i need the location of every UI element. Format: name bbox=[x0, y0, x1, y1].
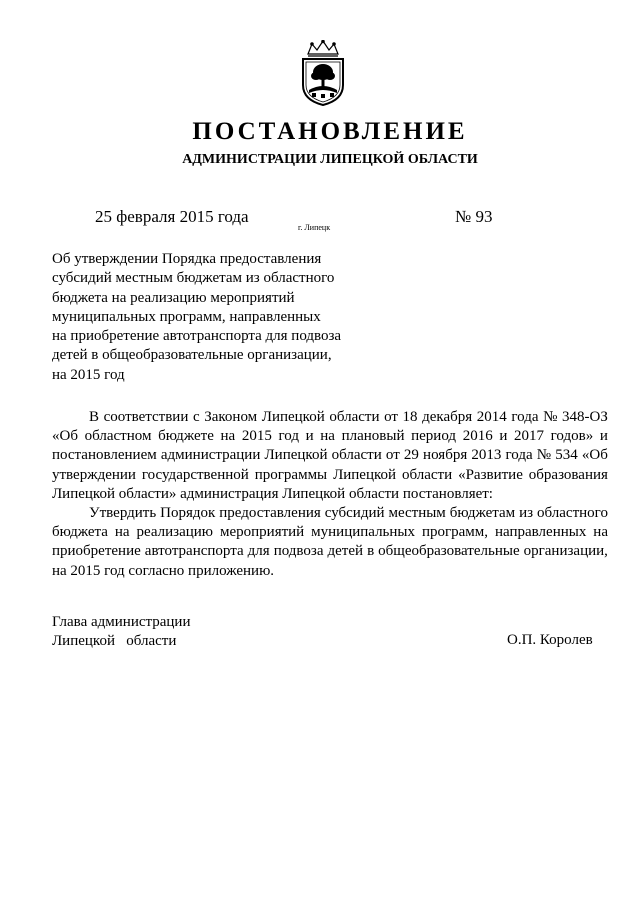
signatory-name: О.П. Королев bbox=[507, 632, 593, 648]
body-word: от bbox=[384, 409, 398, 425]
body-word: с bbox=[192, 409, 200, 425]
body-word: бюджете bbox=[158, 428, 214, 445]
body-word: декабря bbox=[422, 409, 473, 425]
body-line bbox=[52, 504, 608, 523]
body-word: из bbox=[519, 504, 534, 521]
body-word: на bbox=[320, 428, 335, 445]
heading-line: бюджета на реализацию мероприятий bbox=[52, 289, 295, 306]
body-word: Законом bbox=[204, 409, 258, 425]
body-word: годов» bbox=[550, 428, 594, 445]
body-word: год bbox=[278, 428, 299, 445]
body-word: «Развитие bbox=[458, 466, 523, 483]
body-word: области bbox=[401, 466, 453, 483]
body-word: на bbox=[593, 524, 608, 541]
body-word: «Об bbox=[581, 447, 608, 464]
body-word: утверждении bbox=[52, 466, 136, 483]
body-word: Утвердить bbox=[89, 504, 157, 521]
body-word: и bbox=[305, 428, 314, 445]
body-word: на bbox=[114, 524, 130, 541]
body-word: в bbox=[367, 543, 375, 560]
body-word: 2014 bbox=[476, 409, 507, 425]
body-line: на 2015 год согласно приложению. bbox=[52, 562, 275, 579]
signatory-position-line: Глава администрации bbox=[52, 614, 191, 630]
body-word: программ, bbox=[421, 524, 489, 541]
document-body bbox=[52, 408, 608, 581]
body-word: реализацию bbox=[136, 524, 214, 541]
body-word: бюджетам bbox=[449, 504, 516, 521]
body-word: и bbox=[599, 428, 608, 445]
body-line bbox=[52, 466, 608, 485]
body-word: 18 bbox=[402, 409, 418, 425]
body-word: общеобразовательные bbox=[378, 543, 520, 560]
body-word: соответствии bbox=[103, 409, 189, 425]
body-word: 2016 bbox=[462, 428, 493, 445]
body-word: года bbox=[505, 447, 533, 464]
body-word: 2013 bbox=[471, 447, 502, 464]
body-word: организации, bbox=[523, 543, 608, 560]
document-city: г. Липецк bbox=[298, 223, 331, 232]
body-word: года bbox=[511, 409, 539, 425]
heading-line: муниципальных программ, направленных bbox=[52, 308, 321, 325]
body-word: детей bbox=[327, 543, 364, 560]
body-word: предоставления bbox=[219, 504, 321, 521]
heading-line: субсидий местным бюджетам из областного bbox=[52, 270, 335, 287]
signatory-position-line: Липецкой области bbox=[52, 633, 177, 649]
body-word: 2015 bbox=[241, 428, 272, 445]
body-word: Порядок bbox=[160, 504, 216, 521]
body-word: «Об bbox=[52, 428, 78, 445]
body-word: постановлением bbox=[52, 447, 157, 464]
body-word: период bbox=[411, 428, 457, 445]
body-word: государственной bbox=[141, 466, 249, 483]
document-number: № 93 bbox=[455, 207, 493, 226]
document-heading bbox=[52, 250, 372, 385]
body-word: 348-ОЗ bbox=[562, 409, 608, 425]
heading-line: на приобретение автотранспорта для подвоза bbox=[52, 328, 342, 345]
body-line bbox=[52, 408, 608, 427]
body-word: 2017 bbox=[514, 428, 544, 445]
body-word: местным bbox=[388, 504, 446, 521]
body-word: для bbox=[247, 543, 270, 560]
body-word: Липецкой bbox=[264, 447, 328, 464]
body-word: 29 bbox=[403, 447, 419, 464]
body-line: Липецкой области» администрация Липецкой области постановляет: bbox=[52, 485, 493, 502]
document-title: ПОСТАНОВЛЕНИЕ bbox=[192, 118, 468, 145]
heading-line: Об утверждении Порядка предоставления bbox=[52, 251, 322, 267]
body-word: направленных bbox=[495, 524, 587, 541]
body-word: бюджета bbox=[52, 524, 108, 541]
document-date: 25 февраля 2015 года bbox=[95, 207, 249, 226]
body-word: № bbox=[536, 447, 552, 464]
body-word: программы bbox=[254, 466, 328, 483]
heading-line: детей в общеобразовательные организации, bbox=[52, 347, 332, 364]
body-word: области bbox=[329, 409, 380, 425]
body-word: мероприятий bbox=[219, 524, 305, 541]
body-word: областном bbox=[84, 428, 152, 445]
issuing-authority: АДМИНИСТРАЦИИ ЛИПЕЦКОЙ ОБЛАСТИ bbox=[182, 152, 478, 167]
body-word: Липецкой bbox=[261, 409, 325, 425]
signatory-position bbox=[52, 613, 190, 651]
body-word: 534 bbox=[555, 447, 578, 464]
body-word: муниципальных bbox=[311, 524, 416, 541]
body-word: на bbox=[220, 428, 236, 445]
body-word: приобретение bbox=[52, 543, 141, 560]
body-word: субсидий bbox=[324, 504, 385, 521]
body-word: областного bbox=[537, 504, 608, 521]
coat-of-arms-icon bbox=[298, 40, 348, 106]
body-line bbox=[52, 542, 608, 561]
body-word: автотранспорта bbox=[144, 543, 244, 560]
body-word: подвоза bbox=[273, 543, 324, 560]
heading-line: на 2015 год bbox=[52, 366, 125, 383]
body-word: и bbox=[499, 428, 508, 445]
body-word: Липецкой bbox=[333, 466, 397, 483]
body-word: В bbox=[89, 409, 100, 425]
body-word: ноября bbox=[423, 447, 468, 464]
body-word: плановый bbox=[341, 428, 405, 445]
body-word: образования bbox=[528, 466, 608, 483]
body-word: администрации bbox=[160, 447, 261, 464]
body-word: № bbox=[543, 409, 558, 425]
body-line bbox=[52, 446, 608, 465]
body-word: области bbox=[331, 447, 382, 464]
body-line bbox=[52, 427, 608, 446]
body-line bbox=[52, 523, 608, 542]
body-word: от bbox=[385, 447, 400, 464]
